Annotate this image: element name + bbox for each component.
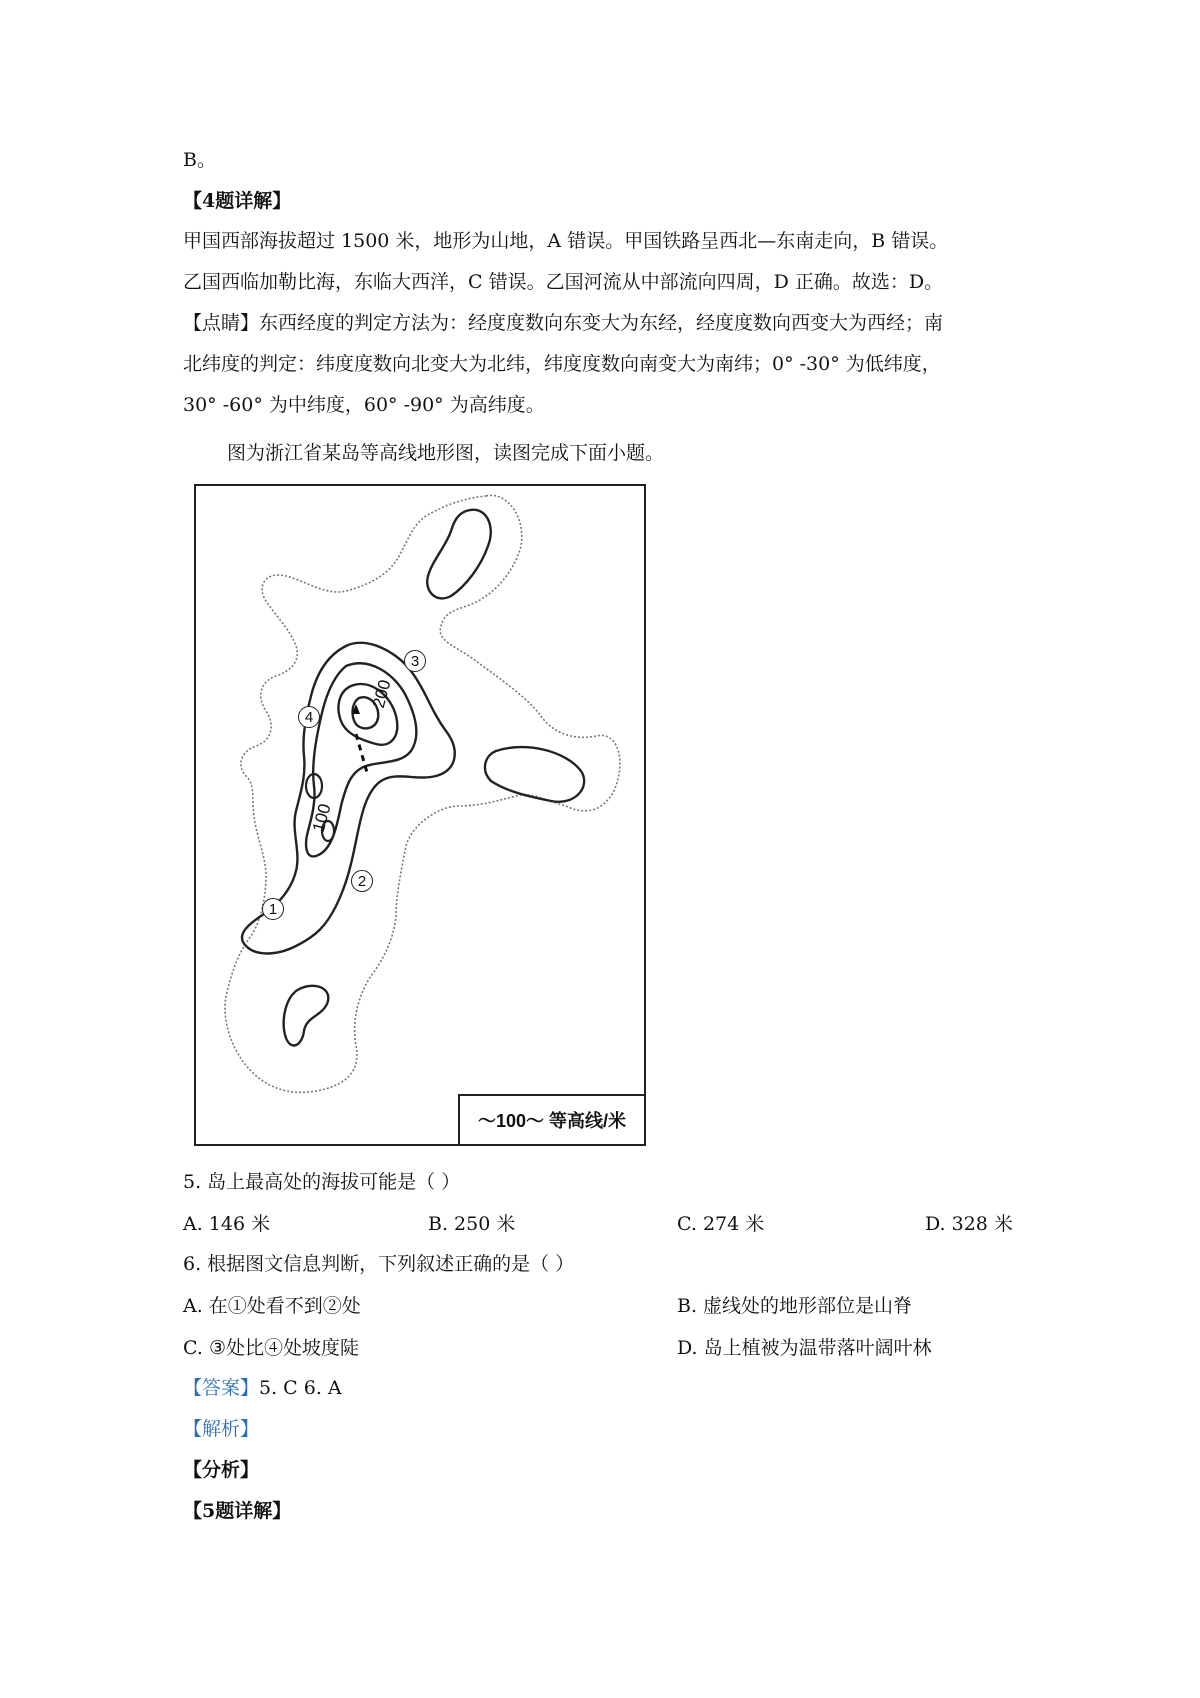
answer-label: 【答案】 bbox=[183, 1377, 260, 1399]
contour-line bbox=[284, 986, 329, 1046]
q5-option-b: B. 250 米 bbox=[428, 1213, 516, 1235]
text-line: 30° -60° 为中纬度，60° -90° 为高纬度。 bbox=[183, 394, 545, 416]
fenxi-label: 【分析】 bbox=[183, 1459, 260, 1481]
question-6-stem: 6. 根据图文信息判断，下列叙述正确的是（ ） bbox=[183, 1253, 575, 1275]
map-legend: 〜100〜 等高线/米 bbox=[458, 1094, 644, 1144]
q6-option-a: A. 在①处看不到②处 bbox=[183, 1295, 361, 1317]
text-line: 北纬度的判定：纬度度数向北变大为北纬，纬度度数向南变大为南纬；0° -30° 为低纬度， bbox=[183, 353, 941, 375]
q6-option-d: D. 岛上植被为温带落叶阔叶林 bbox=[677, 1337, 932, 1359]
contour-line bbox=[427, 510, 491, 599]
marker-1: 1 bbox=[262, 898, 284, 920]
q5-option-a: A. 146 米 bbox=[183, 1213, 271, 1235]
question-5-stem: 5. 岛上最高处的海拔可能是（ ） bbox=[183, 1171, 461, 1193]
text-line: 甲国西部海拔超过 1500 米，地形为山地，A 错误。甲国铁路呈西北—东南走向，B 错误。 bbox=[183, 230, 949, 252]
q5-option-d: D. 328 米 bbox=[925, 1213, 1013, 1235]
contour-label-200: 200 bbox=[368, 677, 395, 711]
marker-4: 4 bbox=[298, 706, 320, 728]
marker-3: 3 bbox=[404, 650, 426, 672]
answer-text: 5. C 6. A bbox=[259, 1377, 342, 1399]
q6-option-c: C. ③处比④处坡度陡 bbox=[183, 1337, 359, 1359]
contour-map bbox=[196, 486, 644, 1144]
marker-2: 2 bbox=[351, 870, 373, 892]
answer-line bbox=[183, 1374, 342, 1402]
q5-option-c: C. 274 米 bbox=[677, 1213, 765, 1235]
coastline bbox=[225, 495, 620, 1092]
figure-intro: 图为浙江省某岛等高线地形图，读图完成下面小题。 bbox=[227, 442, 665, 464]
contour-line bbox=[485, 747, 584, 802]
contour-map-figure bbox=[194, 484, 646, 1146]
section-q5-detail: 【5题详解】 bbox=[183, 1500, 292, 1522]
text-line: 【点睛】东西经度的判定方法为：经度度数向东变大为东经，经度度数向西变大为西经；南 bbox=[183, 312, 944, 334]
contour-label-100: 100 bbox=[308, 801, 335, 835]
analysis-label: 【解析】 bbox=[183, 1418, 260, 1440]
text-line-b: B。 bbox=[183, 149, 216, 171]
q6-option-b: B. 虚线处的地形部位是山脊 bbox=[677, 1295, 913, 1317]
section-q4-detail: 【4题详解】 bbox=[183, 190, 292, 212]
text-line: 乙国西临加勒比海，东临大西洋，C 错误。乙国河流从中部流向四周，D 正确。故选：D。 bbox=[183, 271, 944, 293]
